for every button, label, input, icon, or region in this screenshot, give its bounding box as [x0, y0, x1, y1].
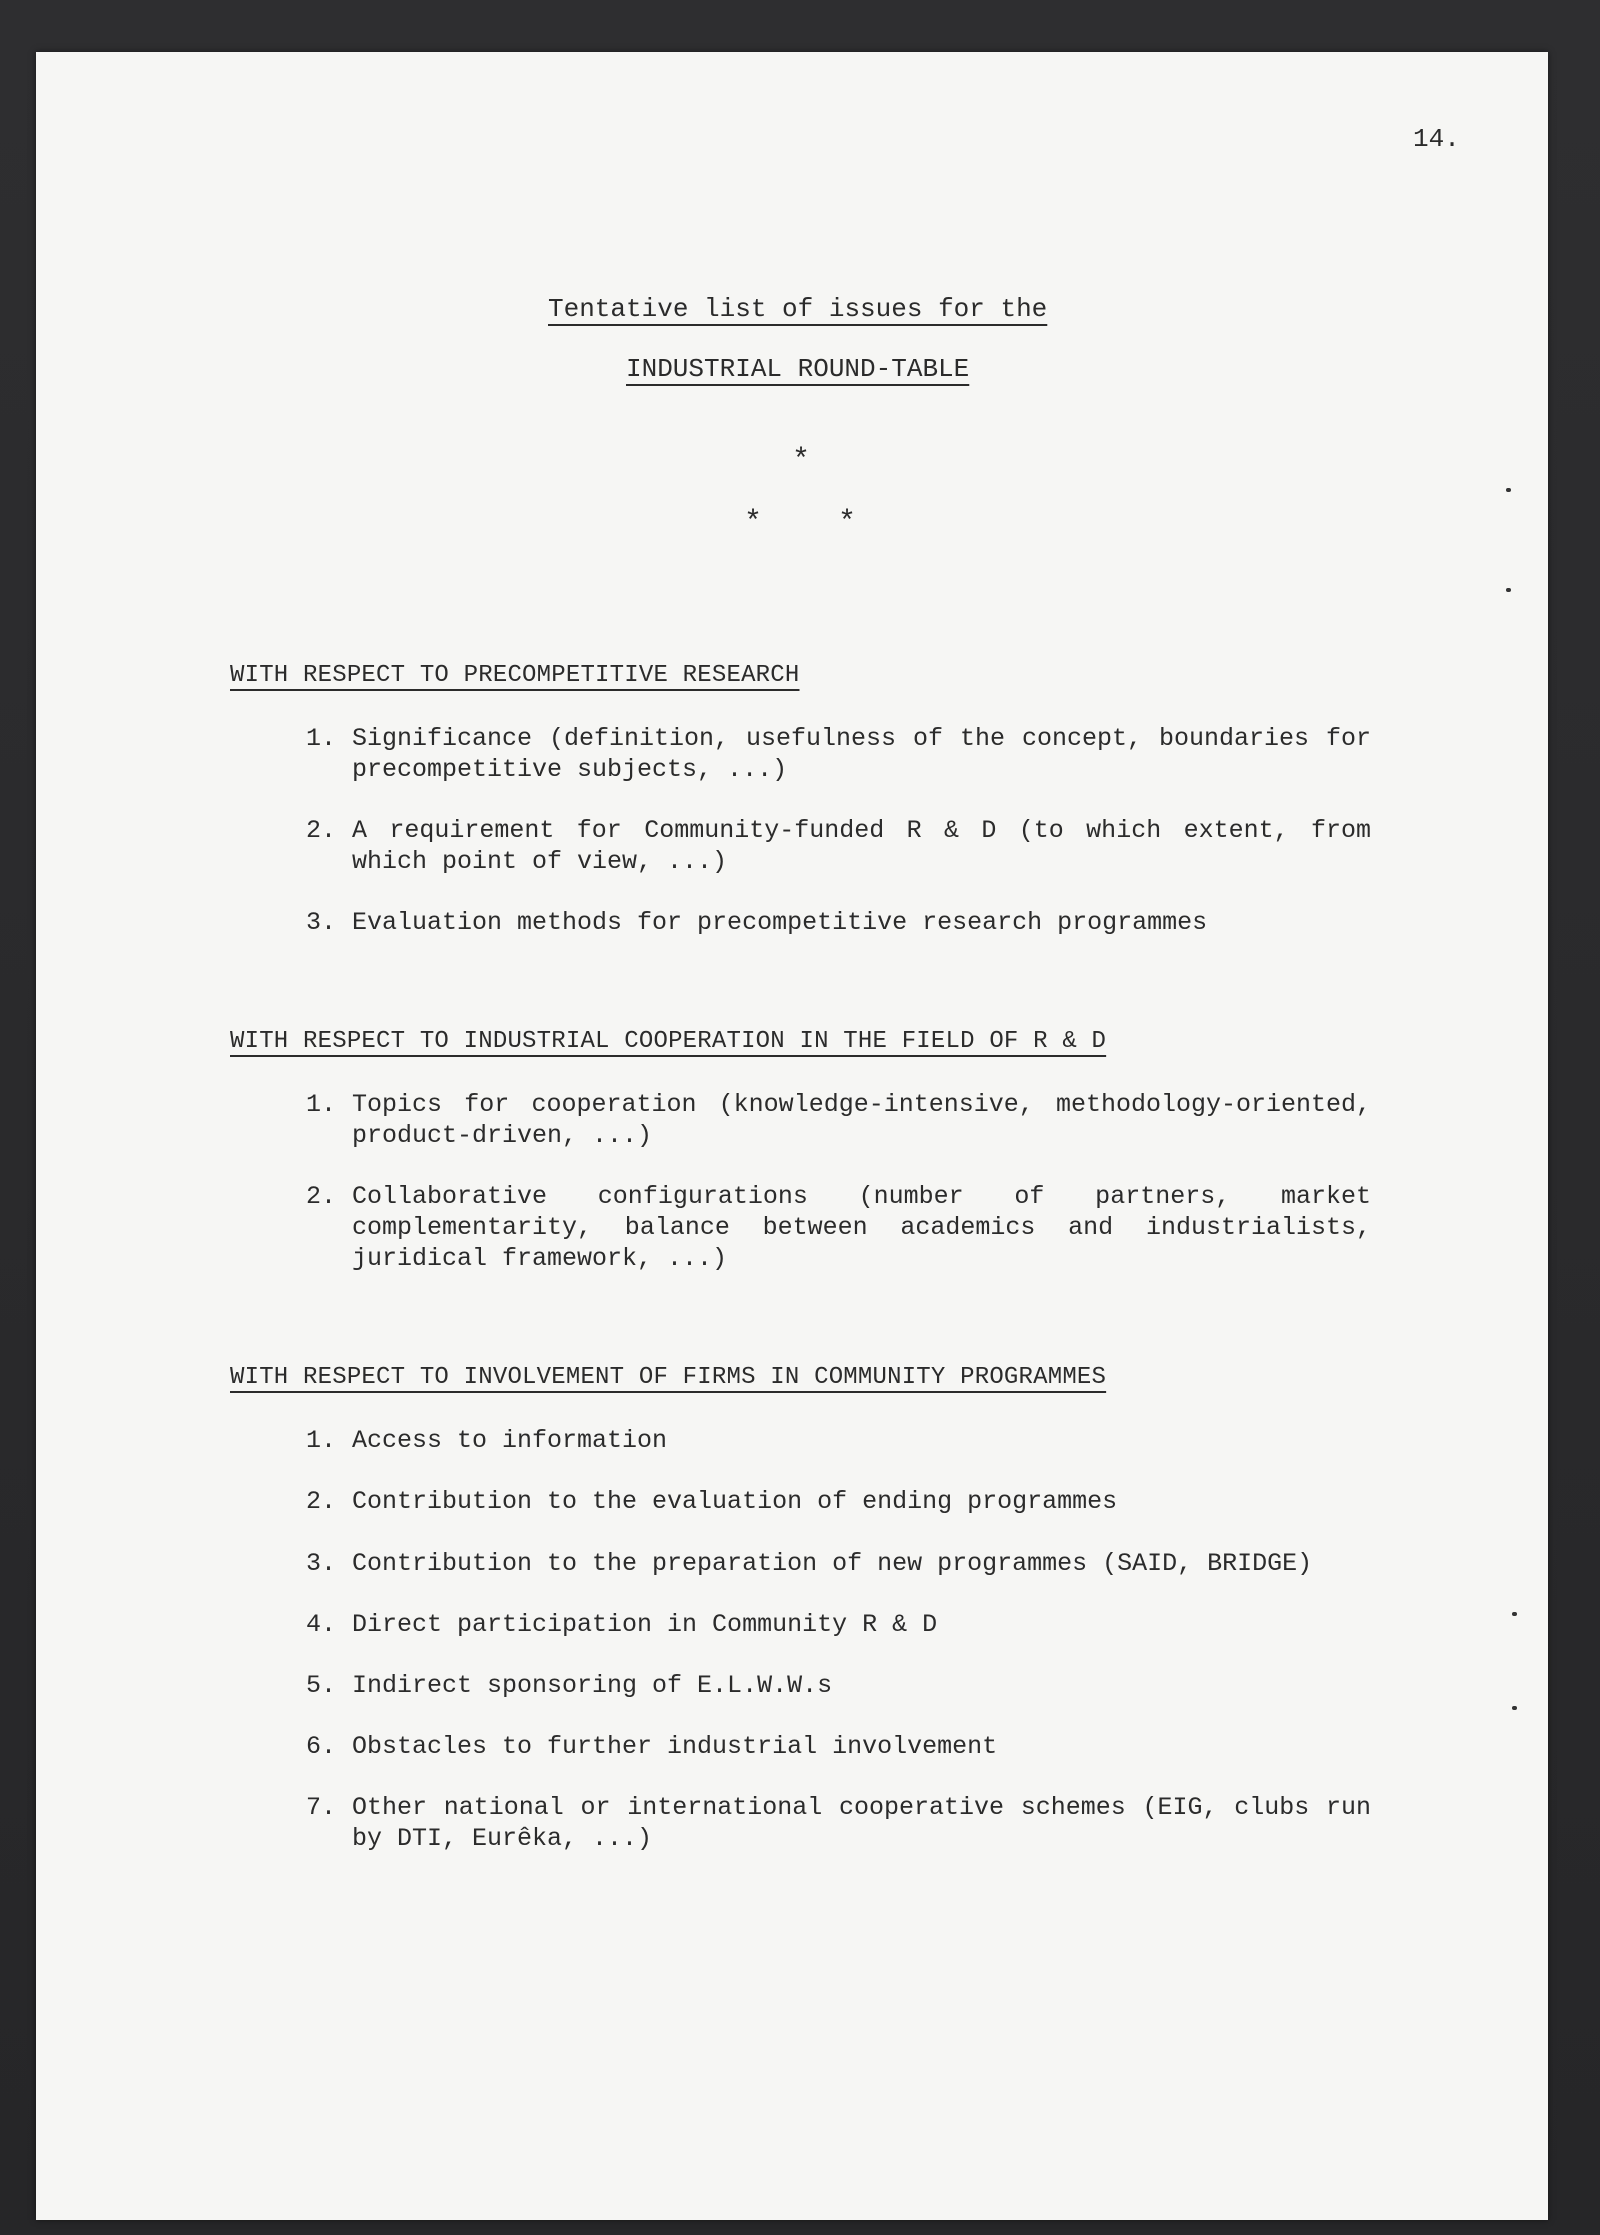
- title-line-1: Tentative list of issues for the: [548, 294, 1048, 324]
- item-number: 5.: [306, 1671, 337, 1700]
- title-line-2: INDUSTRIAL ROUND-TABLE: [626, 354, 970, 384]
- item-number: 1.: [306, 1426, 337, 1455]
- item-text: Topics for cooperation (knowledge-intensive, methodology-oriented, product-driven, ...): [352, 1090, 1371, 1150]
- item-text: Access to information: [352, 1426, 668, 1455]
- margin-speck: [1512, 1706, 1517, 1710]
- star-ornament: *: [744, 506, 763, 540]
- item-number: 1.: [306, 1090, 337, 1119]
- section-heading-precompetitive-research: WITH RESPECT TO PRECOMPETITIVE RESEARCH: [230, 662, 800, 689]
- list-item: [306, 1609, 1371, 1640]
- item-number: 2.: [306, 1182, 337, 1211]
- list-item: [306, 1731, 1371, 1762]
- item-number: 1.: [306, 724, 337, 753]
- item-number: 4.: [306, 1610, 337, 1639]
- item-text: Collaborative configurations (number of partners, market complementarity, balance between academics and industrialists, juridical framework, ...): [352, 1182, 1371, 1273]
- item-text: Other national or international cooperative schemes (EIG, clubs run by DTI, Eurêka, ...): [352, 1793, 1371, 1853]
- star-ornament: *: [838, 506, 857, 540]
- item-text: Contribution to the evaluation of ending programmes: [352, 1487, 1118, 1516]
- item-number: 3.: [306, 1549, 337, 1578]
- list-item: [306, 1792, 1371, 1854]
- star-ornament: *: [792, 444, 811, 478]
- section-heading-involvement-of-firms: WITH RESPECT TO INVOLVEMENT OF FIRMS IN COMMUNITY PROGRAMMES: [230, 1364, 1107, 1391]
- item-text: Significance (definition, usefulness of the concept, boundaries for precompetitive subjects, ...): [352, 724, 1371, 784]
- list-item: [306, 907, 1371, 938]
- page-number: 14.: [1413, 124, 1460, 154]
- section-heading-industrial-cooperation: WITH RESPECT TO INDUSTRIAL COOPERATION IN THE FIELD OF R & D: [230, 1028, 1107, 1055]
- list-item: [306, 1181, 1371, 1274]
- item-text: Obstacles to further industrial involvement: [352, 1732, 998, 1761]
- item-number: 6.: [306, 1732, 337, 1761]
- list-item: [306, 1089, 1371, 1151]
- item-number: 2.: [306, 1487, 337, 1516]
- item-text: Evaluation methods for precompetitive research programmes: [352, 908, 1208, 937]
- list-item: [306, 723, 1371, 785]
- item-number: 2.: [306, 816, 337, 845]
- margin-speck: [1506, 488, 1511, 492]
- list-item: [306, 815, 1371, 877]
- list-item: [306, 1548, 1371, 1579]
- item-number: 3.: [306, 908, 337, 937]
- list-item: [306, 1425, 1371, 1456]
- margin-speck: [1512, 1612, 1517, 1616]
- list-item: [306, 1486, 1371, 1517]
- item-number: 7.: [306, 1793, 337, 1822]
- item-text: Indirect sponsoring of E.L.W.W.s: [352, 1671, 833, 1700]
- list-item: [306, 1670, 1371, 1701]
- item-text: Direct participation in Community R & D: [352, 1610, 938, 1639]
- margin-speck: [1506, 588, 1511, 592]
- item-text: A requirement for Community-funded R & D (to which extent, from which point of view, ...): [352, 816, 1371, 876]
- item-text: Contribution to the preparation of new programmes (SAID, BRIDGE): [352, 1549, 1313, 1578]
